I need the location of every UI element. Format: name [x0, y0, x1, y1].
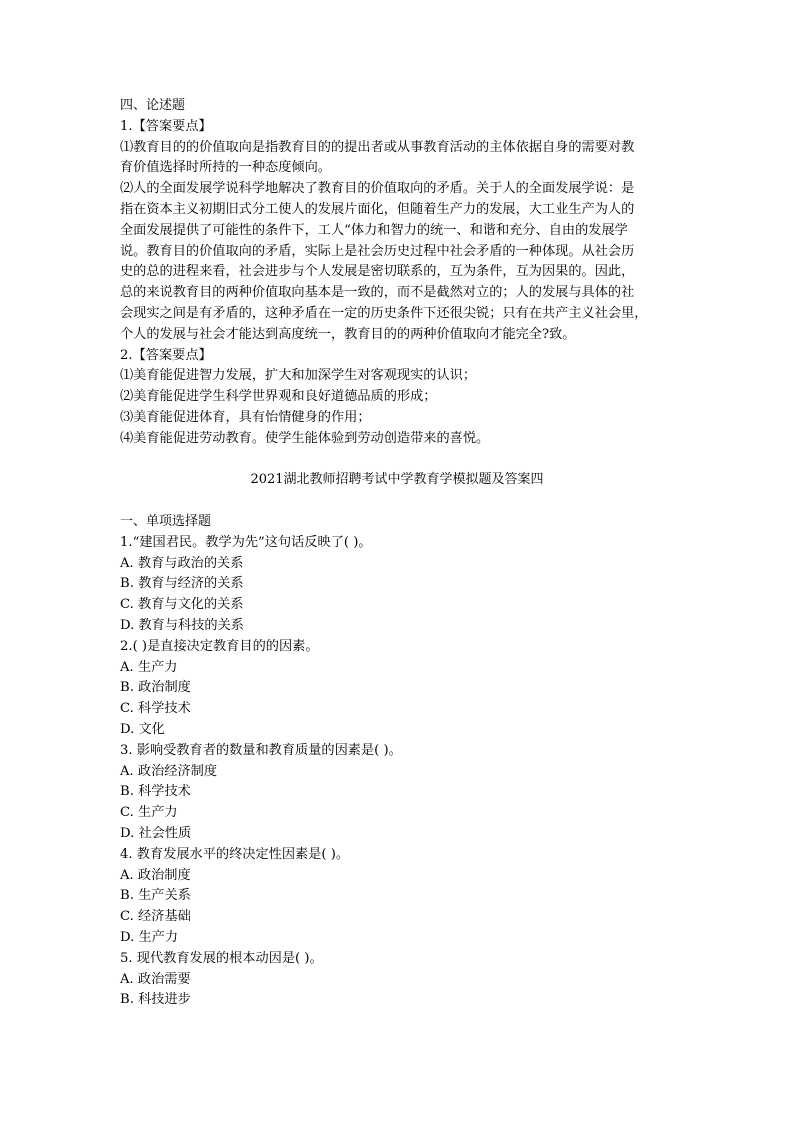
answer-option: A. 政治经济制度	[120, 763, 218, 779]
answer-text-line: ⑷美育能促进劳动教育。使学生能体验到劳动创造带来的喜悦。	[120, 430, 490, 446]
section-heading: 四、论述题	[120, 98, 186, 113]
question-stem: 2.( )是直接决定教育目的的因素。	[120, 638, 319, 654]
answer-text-line: 总的来说教育目的两种价值取向基本是一致的，而不是截然对立的；人的发展与具体的社	[120, 285, 635, 301]
multiple-choice-section	[120, 512, 678, 1011]
answer-option: A. 政治制度	[120, 867, 191, 883]
question-stem: 1.“建国君民。教学为先”这句话反映了( )。	[120, 534, 372, 550]
answer-key-heading: 1.【答案要点】	[120, 118, 212, 134]
answer-key-heading: 2.【答案要点】	[120, 347, 212, 363]
answer-text-line: ⑴美育能促进智力发展，扩大和加深学生对客观现实的认识；	[120, 368, 477, 384]
answer-text-line: ⑵人的全面发展学说科学地解决了教育目的价值取向的矛盾。关于人的全面发展学说：是	[120, 181, 635, 197]
answer-text-line: ⑶美育能促进体育，具有怡情健身的作用；	[120, 409, 371, 425]
answer-text-line: ⑵美育能促进学生科学世界观和良好道德品质的形成；	[120, 389, 437, 405]
answer-text-line: 全面发展提供了可能性的条件下，工人“体力和智力的统一、和谐和充分、自由的发展学	[120, 222, 628, 238]
question-stem: 4. 教育发展水平的终决定性因素是( )。	[120, 846, 350, 862]
answer-text-line: 指在资本主义初期旧式分工使人的发展片面化，但随着生产力的发展，大工业生产为人的	[120, 201, 635, 217]
answer-option: B. 科技进步	[120, 992, 191, 1008]
answer-text-line: 说。教育目的价值取向的矛盾，实际上是社会历史过程中社会矛盾的一种体现。从社会历	[120, 243, 635, 259]
question-stem: 5. 现代教育发展的根本动因是( )。	[120, 950, 323, 966]
answer-option: A. 生产力	[120, 659, 178, 675]
answer-option: B. 生产关系	[120, 888, 191, 904]
answer-option: B. 政治制度	[120, 680, 191, 696]
answer-option: D. 生产力	[120, 929, 179, 945]
answer-option: B. 教育与经济的关系	[120, 576, 244, 592]
answer-option: D. 文化	[120, 721, 165, 737]
question-stem: 3. 影响受教育者的数量和教育质量的因素是( )。	[120, 742, 402, 758]
answer-option: C. 科学技术	[120, 701, 191, 717]
answer-text-line: 会现实之间是有矛盾的，这种矛盾在一定的历史条件下还很尖锐；只有在共产主义社会里，	[120, 305, 648, 321]
answer-option: C. 经济基础	[120, 909, 191, 925]
answer-option: D. 教育与科技的关系	[120, 617, 244, 633]
answer-option: A. 教育与政治的关系	[120, 555, 244, 571]
essay-answers-section	[120, 96, 678, 450]
answer-option: C. 生产力	[120, 805, 178, 821]
answer-option: C. 教育与文化的关系	[120, 597, 244, 613]
answer-text-line: ⑴教育目的的价值取向是指教育目的的提出者或从事教育活动的主体依据自身的需要对教	[120, 139, 635, 155]
answer-option: A. 政治需要	[120, 971, 191, 987]
answer-text-line: 史的总的进程来看，社会进步与个人发展是密切联系的，互为条件，互为因果的。因此，	[120, 264, 635, 280]
document-title: 2021湖北教师招聘考试中学教育学模拟题及答案四	[250, 472, 544, 487]
answer-option: D. 社会性质	[120, 825, 192, 841]
answer-option: B. 科学技术	[120, 784, 191, 800]
answer-text-line: 个人的发展与社会才能达到高度统一，教育目的的两种价值取向才能完全?致。	[120, 326, 576, 342]
answer-text-line: 育价值选择时所持的一种态度倾向。	[120, 160, 331, 176]
section-heading: 一、单项选择题	[120, 514, 212, 529]
